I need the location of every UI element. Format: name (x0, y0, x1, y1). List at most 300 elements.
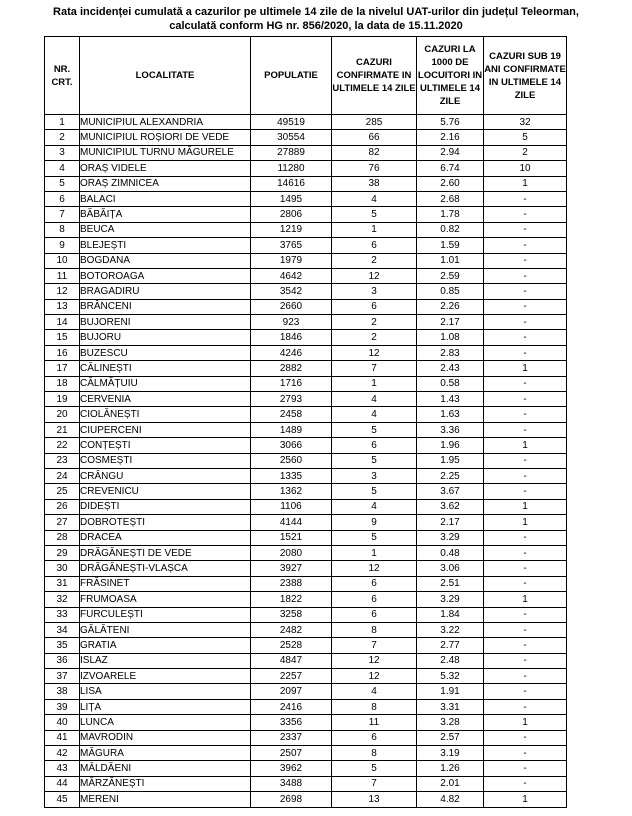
nr-crt-cell: 44 (45, 776, 80, 791)
localitate-cell: BOGDANA (80, 253, 251, 268)
table-row (45, 268, 567, 283)
cazuri-confirmate-cell: 4 (332, 191, 417, 206)
populatie-cell: 3962 (251, 761, 332, 776)
cazuri-sub-19-cell: - (484, 530, 567, 545)
localitate-cell: BOTOROAGA (80, 268, 251, 283)
table-row (45, 438, 567, 453)
cazuri-la-1000-cell: 1.78 (417, 207, 484, 222)
nr-crt-cell: 27 (45, 515, 80, 530)
localitate-cell: MĂGURA (80, 746, 251, 761)
table-row (45, 284, 567, 299)
cazuri-confirmate-cell: 1 (332, 545, 417, 560)
table-row (45, 468, 567, 483)
cazuri-confirmate-cell: 5 (332, 530, 417, 545)
populatie-cell: 1219 (251, 222, 332, 237)
nr-crt-cell: 11 (45, 268, 80, 283)
localitate-cell: DOBROTEȘTI (80, 515, 251, 530)
populatie-cell: 4144 (251, 515, 332, 530)
cazuri-sub-19-cell: - (484, 284, 567, 299)
cazuri-confirmate-cell: 76 (332, 161, 417, 176)
localitate-cell: FURCULEȘTI (80, 607, 251, 622)
localitate-cell: MUNICIPIUL ROȘIORI DE VEDE (80, 130, 251, 145)
table-row (45, 345, 567, 360)
cazuri-confirmate-cell: 7 (332, 361, 417, 376)
cazuri-la-1000-cell: 1.84 (417, 607, 484, 622)
localitate-cell: BEUCA (80, 222, 251, 237)
cazuri-confirmate-cell: 4 (332, 407, 417, 422)
cazuri-confirmate-cell: 6 (332, 592, 417, 607)
populatie-cell: 2507 (251, 746, 332, 761)
localitate-cell: BUJORU (80, 330, 251, 345)
table-row (45, 638, 567, 653)
cazuri-la-1000-cell: 1.59 (417, 238, 484, 253)
cazuri-sub-19-cell: - (484, 746, 567, 761)
cazuri-la-1000-cell: 3.36 (417, 422, 484, 437)
nr-crt-cell: 7 (45, 207, 80, 222)
populatie-cell: 2080 (251, 545, 332, 560)
cazuri-confirmate-cell: 5 (332, 484, 417, 499)
title-line-2: calculată conform HG nr. 856/2020, la data de 15.11.2020 (169, 20, 463, 32)
table-row (45, 392, 567, 407)
populatie-cell: 1106 (251, 499, 332, 514)
cazuri-la-1000-cell: 5.76 (417, 115, 484, 130)
cazuri-confirmate-cell: 13 (332, 792, 417, 807)
localitate-cell: MĂRZĂNEȘTI (80, 776, 251, 791)
cazuri-sub-19-cell: - (484, 576, 567, 591)
cazuri-sub-19-cell: 1 (484, 715, 567, 730)
table-row (45, 222, 567, 237)
localitate-cell: CIUPERCENI (80, 422, 251, 437)
table-row (45, 238, 567, 253)
populatie-cell: 3927 (251, 561, 332, 576)
nr-crt-cell: 25 (45, 484, 80, 499)
populatie-cell: 49519 (251, 115, 332, 130)
cazuri-confirmate-cell: 2 (332, 315, 417, 330)
cazuri-sub-19-cell: - (484, 299, 567, 314)
cazuri-confirmate-cell: 82 (332, 145, 417, 160)
populatie-cell: 2388 (251, 576, 332, 591)
localitate-cell: ISLAZ (80, 653, 251, 668)
cazuri-sub-19-cell: - (484, 607, 567, 622)
nr-crt-cell: 34 (45, 622, 80, 637)
cazuri-la-1000-cell: 2.68 (417, 191, 484, 206)
cazuri-la-1000-cell: 3.22 (417, 622, 484, 637)
nr-crt-cell: 8 (45, 222, 80, 237)
localitate-cell: MĂLDĂENI (80, 761, 251, 776)
populatie-cell: 2097 (251, 684, 332, 699)
table-row (45, 561, 567, 576)
cazuri-la-1000-cell: 2.77 (417, 638, 484, 653)
localitate-cell: DIDEȘTI (80, 499, 251, 514)
table-row (45, 422, 567, 437)
nr-crt-cell: 41 (45, 730, 80, 745)
localitate-cell: MERENI (80, 792, 251, 807)
cazuri-confirmate-cell: 2 (332, 330, 417, 345)
localitate-cell: FRUMOASA (80, 592, 251, 607)
localitate-cell: FRĂSINET (80, 576, 251, 591)
nr-crt-cell: 37 (45, 669, 80, 684)
nr-crt-cell: 33 (45, 607, 80, 622)
cazuri-la-1000-cell: 1.91 (417, 684, 484, 699)
nr-crt-cell: 9 (45, 238, 80, 253)
table-row (45, 361, 567, 376)
nr-crt-cell: 4 (45, 161, 80, 176)
nr-crt-cell: 14 (45, 315, 80, 330)
cazuri-confirmate-cell: 1 (332, 222, 417, 237)
cazuri-la-1000-cell: 2.26 (417, 299, 484, 314)
cazuri-la-1000-cell: 1.43 (417, 392, 484, 407)
header-cazuri-la-1000: CAZURI LA 1000 DE LOCUITORI IN ULTIMELE 14 ZILE (417, 37, 484, 115)
cazuri-la-1000-cell: 0.85 (417, 284, 484, 299)
nr-crt-cell: 30 (45, 561, 80, 576)
table-row (45, 776, 567, 791)
cazuri-la-1000-cell: 3.29 (417, 530, 484, 545)
localitate-cell: CĂLMĂȚUIU (80, 376, 251, 391)
cazuri-sub-19-cell: - (484, 238, 567, 253)
nr-crt-cell: 36 (45, 653, 80, 668)
cazuri-la-1000-cell: 3.28 (417, 715, 484, 730)
cazuri-sub-19-cell: - (484, 669, 567, 684)
cazuri-confirmate-cell: 8 (332, 622, 417, 637)
populatie-cell: 2793 (251, 392, 332, 407)
cazuri-confirmate-cell: 12 (332, 653, 417, 668)
cazuri-confirmate-cell: 6 (332, 730, 417, 745)
populatie-cell: 2416 (251, 699, 332, 714)
table-row (45, 730, 567, 745)
localitate-cell: COSMEȘTI (80, 453, 251, 468)
cazuri-la-1000-cell: 1.08 (417, 330, 484, 345)
nr-crt-cell: 15 (45, 330, 80, 345)
cazuri-la-1000-cell: 0.82 (417, 222, 484, 237)
nr-crt-cell: 22 (45, 438, 80, 453)
incidence-table (44, 36, 567, 808)
nr-crt-cell: 6 (45, 191, 80, 206)
table-row (45, 299, 567, 314)
localitate-cell: IZVOARELE (80, 669, 251, 684)
cazuri-sub-19-cell: - (484, 730, 567, 745)
localitate-cell: CĂLINEȘTI (80, 361, 251, 376)
cazuri-confirmate-cell: 5 (332, 453, 417, 468)
cazuri-sub-19-cell: - (484, 222, 567, 237)
cazuri-sub-19-cell: - (484, 638, 567, 653)
table-row (45, 499, 567, 514)
cazuri-sub-19-cell: 10 (484, 161, 567, 176)
localitate-cell: MUNICIPIUL TURNU MĂGURELE (80, 145, 251, 160)
table-row (45, 253, 567, 268)
cazuri-sub-19-cell: - (484, 684, 567, 699)
localitate-cell: GĂLĂTENI (80, 622, 251, 637)
cazuri-confirmate-cell: 5 (332, 207, 417, 222)
cazuri-confirmate-cell: 6 (332, 576, 417, 591)
cazuri-sub-19-cell: 1 (484, 592, 567, 607)
cazuri-la-1000-cell: 3.62 (417, 499, 484, 514)
table-row (45, 699, 567, 714)
localitate-cell: ORAȘ VIDELE (80, 161, 251, 176)
table-row (45, 669, 567, 684)
nr-crt-cell: 19 (45, 392, 80, 407)
table-row (45, 330, 567, 345)
table-row (45, 545, 567, 560)
cazuri-sub-19-cell: 1 (484, 438, 567, 453)
populatie-cell: 2257 (251, 669, 332, 684)
cazuri-confirmate-cell: 5 (332, 761, 417, 776)
cazuri-la-1000-cell: 1.95 (417, 453, 484, 468)
cazuri-la-1000-cell: 4.82 (417, 792, 484, 807)
nr-crt-cell: 20 (45, 407, 80, 422)
cazuri-la-1000-cell: 2.59 (417, 268, 484, 283)
populatie-cell: 27889 (251, 145, 332, 160)
localitate-cell: LIȚA (80, 699, 251, 714)
localitate-cell: DRACEA (80, 530, 251, 545)
populatie-cell: 3066 (251, 438, 332, 453)
header-cazuri-sub-19: CAZURI SUB 19 ANI CONFIRMATE IN ULTIMELE 14 ZILE (484, 37, 567, 115)
populatie-cell: 30554 (251, 130, 332, 145)
document-title (0, 5, 632, 33)
table-row (45, 530, 567, 545)
populatie-cell: 923 (251, 315, 332, 330)
cazuri-la-1000-cell: 2.01 (417, 776, 484, 791)
table-row (45, 761, 567, 776)
localitate-cell: CERVENIA (80, 392, 251, 407)
nr-crt-cell: 13 (45, 299, 80, 314)
cazuri-la-1000-cell: 2.43 (417, 361, 484, 376)
nr-crt-cell: 42 (45, 746, 80, 761)
cazuri-sub-19-cell: - (484, 407, 567, 422)
populatie-cell: 2337 (251, 730, 332, 745)
populatie-cell: 2528 (251, 638, 332, 653)
localitate-cell: LUNCA (80, 715, 251, 730)
cazuri-confirmate-cell: 7 (332, 776, 417, 791)
populatie-cell: 1979 (251, 253, 332, 268)
table-row (45, 622, 567, 637)
nr-crt-cell: 1 (45, 115, 80, 130)
cazuri-sub-19-cell: - (484, 207, 567, 222)
cazuri-sub-19-cell: - (484, 330, 567, 345)
localitate-cell: LISA (80, 684, 251, 699)
table-row (45, 145, 567, 160)
cazuri-la-1000-cell: 2.60 (417, 176, 484, 191)
populatie-cell: 3765 (251, 238, 332, 253)
populatie-cell: 2882 (251, 361, 332, 376)
cazuri-sub-19-cell: - (484, 422, 567, 437)
nr-crt-cell: 21 (45, 422, 80, 437)
table-row (45, 515, 567, 530)
table-row (45, 607, 567, 622)
cazuri-confirmate-cell: 5 (332, 422, 417, 437)
cazuri-confirmate-cell: 6 (332, 607, 417, 622)
table-row (45, 684, 567, 699)
cazuri-sub-19-cell: 1 (484, 792, 567, 807)
populatie-cell: 4847 (251, 653, 332, 668)
cazuri-confirmate-cell: 1 (332, 376, 417, 391)
cazuri-sub-19-cell: 5 (484, 130, 567, 145)
cazuri-confirmate-cell: 8 (332, 746, 417, 761)
table-body (45, 115, 567, 808)
localitate-cell: BUZESCU (80, 345, 251, 360)
cazuri-la-1000-cell: 2.16 (417, 130, 484, 145)
cazuri-confirmate-cell: 12 (332, 268, 417, 283)
cazuri-la-1000-cell: 2.25 (417, 468, 484, 483)
cazuri-la-1000-cell: 2.48 (417, 653, 484, 668)
cazuri-sub-19-cell: - (484, 268, 567, 283)
cazuri-confirmate-cell: 12 (332, 561, 417, 576)
nr-crt-cell: 40 (45, 715, 80, 730)
populatie-cell: 1846 (251, 330, 332, 345)
populatie-cell: 4246 (251, 345, 332, 360)
localitate-cell: MUNICIPIUL ALEXANDRIA (80, 115, 251, 130)
cazuri-sub-19-cell: - (484, 315, 567, 330)
table-row (45, 115, 567, 130)
nr-crt-cell: 2 (45, 130, 80, 145)
cazuri-confirmate-cell: 3 (332, 468, 417, 483)
cazuri-confirmate-cell: 66 (332, 130, 417, 145)
cazuri-confirmate-cell: 9 (332, 515, 417, 530)
cazuri-confirmate-cell: 12 (332, 669, 417, 684)
cazuri-confirmate-cell: 6 (332, 299, 417, 314)
cazuri-sub-19-cell: 1 (484, 499, 567, 514)
cazuri-confirmate-cell: 285 (332, 115, 417, 130)
cazuri-sub-19-cell: - (484, 376, 567, 391)
populatie-cell: 1489 (251, 422, 332, 437)
populatie-cell: 1716 (251, 376, 332, 391)
title-line-1: Rata incidenței cumulată a cazurilor pe ultimele 14 zile de la nivelul UAT-urilor din județul Teleorman, (53, 6, 579, 18)
cazuri-sub-19-cell: - (484, 622, 567, 637)
populatie-cell: 14616 (251, 176, 332, 191)
cazuri-la-1000-cell: 1.26 (417, 761, 484, 776)
nr-crt-cell: 16 (45, 345, 80, 360)
table-row (45, 746, 567, 761)
populatie-cell: 1362 (251, 484, 332, 499)
cazuri-sub-19-cell: - (484, 253, 567, 268)
nr-crt-cell: 17 (45, 361, 80, 376)
header-populatie: POPULATIE (251, 37, 332, 115)
localitate-cell: MAVRODIN (80, 730, 251, 745)
nr-crt-cell: 35 (45, 638, 80, 653)
nr-crt-cell: 3 (45, 145, 80, 160)
cazuri-sub-19-cell: - (484, 776, 567, 791)
cazuri-sub-19-cell: - (484, 484, 567, 499)
table-row (45, 315, 567, 330)
header-nr-crt: NR. CRT. (45, 37, 80, 115)
cazuri-sub-19-cell: 1 (484, 176, 567, 191)
populatie-cell: 2806 (251, 207, 332, 222)
localitate-cell: CIOLĂNEȘTI (80, 407, 251, 422)
table-row (45, 576, 567, 591)
cazuri-confirmate-cell: 11 (332, 715, 417, 730)
table-row (45, 792, 567, 807)
populatie-cell: 3542 (251, 284, 332, 299)
nr-crt-cell: 12 (45, 284, 80, 299)
cazuri-la-1000-cell: 2.83 (417, 345, 484, 360)
cazuri-la-1000-cell: 3.31 (417, 699, 484, 714)
cazuri-la-1000-cell: 0.58 (417, 376, 484, 391)
nr-crt-cell: 26 (45, 499, 80, 514)
nr-crt-cell: 18 (45, 376, 80, 391)
table-row (45, 592, 567, 607)
nr-crt-cell: 28 (45, 530, 80, 545)
nr-crt-cell: 45 (45, 792, 80, 807)
populatie-cell: 2458 (251, 407, 332, 422)
cazuri-confirmate-cell: 8 (332, 699, 417, 714)
populatie-cell: 2698 (251, 792, 332, 807)
cazuri-la-1000-cell: 5.32 (417, 669, 484, 684)
header-cazuri-confirmate: CAZURI CONFIRMATE IN ULTIMELE 14 ZILE (332, 37, 417, 115)
table-row (45, 407, 567, 422)
cazuri-la-1000-cell: 1.01 (417, 253, 484, 268)
nr-crt-cell: 39 (45, 699, 80, 714)
cazuri-sub-19-cell: - (484, 191, 567, 206)
nr-crt-cell: 29 (45, 545, 80, 560)
localitate-cell: BĂBĂIȚA (80, 207, 251, 222)
cazuri-confirmate-cell: 2 (332, 253, 417, 268)
table-row (45, 207, 567, 222)
localitate-cell: BLEJEȘTI (80, 238, 251, 253)
cazuri-sub-19-cell: 1 (484, 515, 567, 530)
cazuri-confirmate-cell: 4 (332, 499, 417, 514)
cazuri-la-1000-cell: 1.63 (417, 407, 484, 422)
localitate-cell: BRAGADIRU (80, 284, 251, 299)
nr-crt-cell: 5 (45, 176, 80, 191)
localitate-cell: DRĂGĂNEȘTI DE VEDE (80, 545, 251, 560)
populatie-cell: 3488 (251, 776, 332, 791)
cazuri-confirmate-cell: 38 (332, 176, 417, 191)
cazuri-sub-19-cell: - (484, 392, 567, 407)
populatie-cell: 1335 (251, 468, 332, 483)
cazuri-sub-19-cell: - (484, 453, 567, 468)
cazuri-confirmate-cell: 3 (332, 284, 417, 299)
table-row (45, 653, 567, 668)
cazuri-la-1000-cell: 3.29 (417, 592, 484, 607)
nr-crt-cell: 31 (45, 576, 80, 591)
populatie-cell: 1521 (251, 530, 332, 545)
cazuri-sub-19-cell: - (484, 699, 567, 714)
cazuri-confirmate-cell: 7 (332, 638, 417, 653)
populatie-cell: 3258 (251, 607, 332, 622)
cazuri-confirmate-cell: 4 (332, 684, 417, 699)
cazuri-la-1000-cell: 1.96 (417, 438, 484, 453)
nr-crt-cell: 38 (45, 684, 80, 699)
cazuri-sub-19-cell: - (484, 561, 567, 576)
localitate-cell: CREVENICU (80, 484, 251, 499)
cazuri-sub-19-cell: - (484, 345, 567, 360)
nr-crt-cell: 10 (45, 253, 80, 268)
localitate-cell: BALACI (80, 191, 251, 206)
cazuri-la-1000-cell: 3.19 (417, 746, 484, 761)
cazuri-la-1000-cell: 2.94 (417, 145, 484, 160)
populatie-cell: 2482 (251, 622, 332, 637)
populatie-cell: 11280 (251, 161, 332, 176)
cazuri-la-1000-cell: 0.48 (417, 545, 484, 560)
nr-crt-cell: 32 (45, 592, 80, 607)
table-row (45, 453, 567, 468)
populatie-cell: 2560 (251, 453, 332, 468)
table-row (45, 161, 567, 176)
localitate-cell: GRATIA (80, 638, 251, 653)
cazuri-sub-19-cell: 2 (484, 145, 567, 160)
cazuri-confirmate-cell: 12 (332, 345, 417, 360)
populatie-cell: 1822 (251, 592, 332, 607)
populatie-cell: 2660 (251, 299, 332, 314)
nr-crt-cell: 24 (45, 468, 80, 483)
localitate-cell: DRĂGĂNEȘTI-VLAȘCA (80, 561, 251, 576)
cazuri-sub-19-cell: - (484, 468, 567, 483)
cazuri-la-1000-cell: 6.74 (417, 161, 484, 176)
localitate-cell: BUJORENI (80, 315, 251, 330)
cazuri-la-1000-cell: 2.17 (417, 515, 484, 530)
table-row (45, 176, 567, 191)
cazuri-la-1000-cell: 3.67 (417, 484, 484, 499)
cazuri-la-1000-cell: 2.51 (417, 576, 484, 591)
